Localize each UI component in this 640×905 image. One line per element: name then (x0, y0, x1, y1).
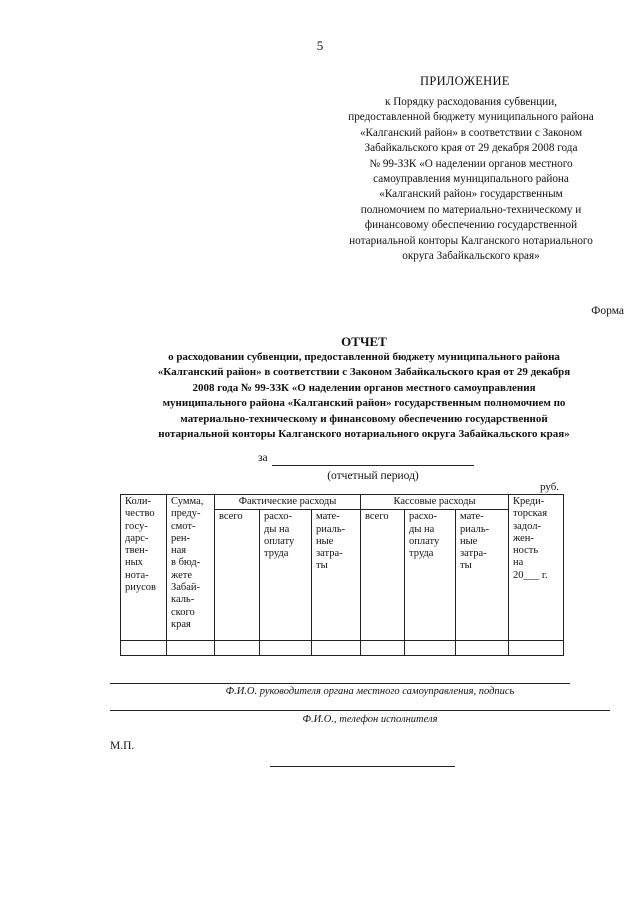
header-actual-expenses: Фактические расходы (215, 495, 361, 510)
table-cell[interactable] (167, 641, 215, 656)
header-row-1 (121, 495, 564, 510)
appendix-line: округа Забайкальского края» (402, 250, 540, 263)
appendix-title: ПРИЛОЖЕНИЕ (420, 74, 510, 88)
table-row (121, 641, 564, 656)
subtitle-line: нотариальной конторы Калганского нотариального округа Забайкальского края» (158, 428, 570, 441)
table-cell[interactable] (456, 641, 509, 656)
report-title: ОТЧЕТ (341, 334, 387, 349)
currency-label: руб. (540, 481, 560, 493)
executor-signature-caption: Ф.И.О., телефон исполнителя (302, 714, 438, 725)
header-cash-expenses: Кассовые расходы (361, 495, 509, 510)
appendix-line: «Калганский район» в соответствии с Законом (359, 126, 583, 139)
form-label: Форма (591, 305, 624, 317)
table-cell[interactable] (260, 641, 312, 656)
header-credit-debt: Креди- торская задол- жен- ность на 20___ г. (509, 495, 564, 641)
appendix-line: к Порядку расходования субвенции, (384, 96, 557, 108)
stamp-label: М.П. (110, 740, 135, 752)
header-notaries-count: Коли- чество госу- дарс- твен- ных нота- риусов (121, 495, 167, 641)
report-table-wrapper (120, 494, 564, 656)
table-cell[interactable] (361, 641, 405, 656)
table-cell[interactable] (121, 641, 167, 656)
page-number: 5 (316, 38, 324, 53)
subtitle-line: 2008 года № 99-ЗЗК «О наделении органов местного самоуправления (192, 381, 536, 394)
period-prefix: за (258, 452, 268, 464)
header-budget-amount: Сумма, преду- смот- рен- ная в бюд- жете Забай- каль- ского края (167, 495, 215, 641)
subtitle-line: о расходовании субвенции, предоставленной бюджету муниципального района (168, 351, 560, 363)
period-input-line[interactable] (272, 465, 474, 466)
appendix-line: «Калганский район» государственным (379, 188, 563, 201)
table-cell[interactable] (312, 641, 361, 656)
appendix-line: № 99-ЗЗК «О наделении органов местного (369, 157, 573, 170)
head-signature-line[interactable] (110, 683, 570, 684)
header-actual-material: мате- риаль- ные затра- ты (312, 510, 361, 641)
subtitle-line: материально-техническому и финансовому обеспечению государственной (180, 412, 548, 425)
appendix-line: финансовому обеспечению государственной (364, 219, 578, 232)
table-cell[interactable] (509, 641, 564, 656)
table-cell[interactable] (215, 641, 260, 656)
header-cash-material: мате- риаль- ные затра- ты (456, 510, 509, 641)
header-cash-salary: расхо- ды на оплату труда (405, 510, 456, 641)
report-table (120, 494, 564, 656)
table-cell[interactable] (405, 641, 456, 656)
appendix-line: самоуправления муниципального района (373, 173, 569, 186)
header-actual-salary: расхо- ды на оплату труда (260, 510, 312, 641)
report-subtitle (110, 350, 618, 442)
subtitle-line: муниципального района «Калганский район» государственным полномочием по (162, 397, 566, 410)
header-actual-total: всего (215, 510, 260, 641)
appendix-line: Забайкальского края от 29 декабря 2008 года (364, 142, 578, 155)
period-caption: (отчетный период) (327, 470, 419, 482)
appendix-line: нотариальной конторы Калганского нотариального (349, 234, 593, 247)
header-cash-total: всего (361, 510, 405, 641)
appendix-line: полномочием по материально-техническому и (360, 203, 582, 216)
subtitle-line: «Калганский район» в соответствии с Законом Забайкальского края от 29 декабря (157, 366, 571, 379)
appendix-text (320, 95, 622, 264)
executor-signature-line[interactable] (110, 710, 610, 711)
stamp-line[interactable] (270, 766, 455, 767)
appendix-line: предоставленной бюджету муниципального района (348, 111, 594, 124)
head-signature-caption: Ф.И.О. руководителя органа местного самоуправления, подпись (225, 686, 515, 697)
